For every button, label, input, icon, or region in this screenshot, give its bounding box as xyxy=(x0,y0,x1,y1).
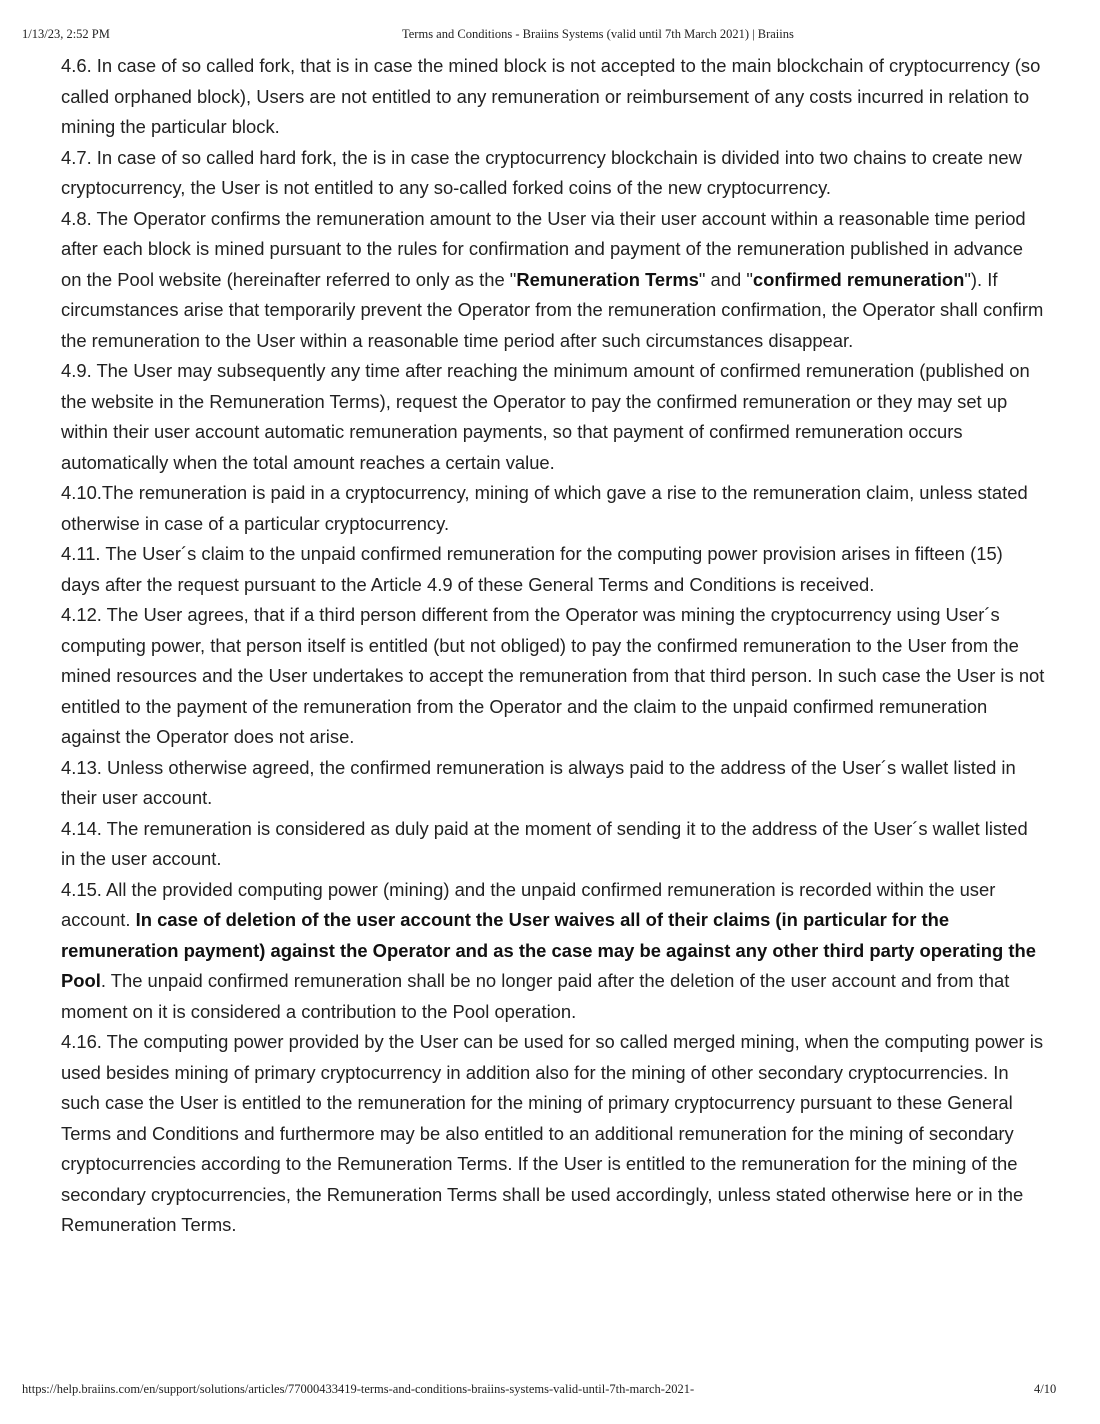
clause-4-8 xyxy=(61,204,1046,357)
clause-4-15 xyxy=(61,875,1046,1028)
page-title: Terms and Conditions - Braiins Systems (valid until 7th March 2021) | Braiins xyxy=(402,27,794,41)
clause-4-8-text-1: 4.8. The Operator confirms the remuneration amount to the User via their user account within a reasonable time period after each block is mined pursuant to the rules for confirmation and payment of the remuneration published in advance on the Pool website (hereinafter referred to only as the " xyxy=(61,207,1026,290)
account-deletion-waiver: In case of deletion of the user account the User waives all of their claims (in particular for the remuneration payment) against the Operator and as the case may be against any other third party operating the Pool xyxy=(61,909,1036,991)
remuneration-terms-term: Remuneration Terms xyxy=(516,268,699,290)
print-date: 1/13/23, 2:52 PM xyxy=(22,27,110,41)
clause-4-14: 4.14. The remuneration is considered as duly paid at the moment of sending it to the address of the User´s wallet listed in the user account. xyxy=(61,817,1028,869)
page-url: https://help.braiins.com/en/support/solutions/articles/77000433419-terms-and-conditions-braiins-systems-valid-until-7th-march-2021- xyxy=(22,1382,695,1396)
clause-4-11: 4.11. The User´s claim to the unpaid confirmed remuneration for the computing power provision arises in fifteen (15) days after the request pursuant to the Article 4.9 of these General Terms and Conditions is received. xyxy=(61,543,1003,595)
clause-4-16: 4.16. The computing power provided by the User can be used for so called merged mining, when the computing power is used besides mining of primary cryptocurrency in addition also for the mining of other secondary cryptocurrencies. In such case the User is entitled to the remuneration for the mining of primary cryptocurrency pursuant to these General Terms and Conditions and furthermore may be also entitled to an additional remuneration for the mining of secondary cryptocurrencies according to the Remuneration Terms. If the User is entitled to the remuneration for the mining of the secondary cryptocurrencies, the Remuneration Terms shall be used accordingly, unless stated otherwise here or in the Remuneration Terms. xyxy=(61,1031,1044,1235)
terms-content xyxy=(61,51,1046,1241)
clause-4-7: 4.7. In case of so called hard fork, the is in case the cryptocurrency blockchain is divided into two chains to create new cryptocurrency, the User is not entitled to any so-called forked coins of the new cryptocurrency. xyxy=(61,146,1022,198)
confirmed-remuneration-term: confirmed remuneration xyxy=(752,268,965,290)
clause-4-8-text-3: "). If circumstances arise that temporarily prevent the Operator from the remuneration confirmation, the Operator shall confirm the remuneration to the User within a reasonable time period after such circumstances disappear. xyxy=(61,268,1044,351)
clause-4-15-text-1: 4.15. All the provided computing power (mining) and the unpaid confirmed remuneration is recorded within the user account. xyxy=(61,878,996,930)
clause-4-15-text-2: . The unpaid confirmed remuneration shall be no longer paid after the deletion of the user account and from that moment on it is considered a contribution to the Pool operation. xyxy=(61,970,1010,1022)
clause-4-6: 4.6. In case of so called fork, that is in case the mined block is not accepted to the main blockchain of cryptocurrency (so called orphaned block), Users are not entitled to any remuneration or reimbursement of any costs incurred in relation to mining the particular block. xyxy=(61,55,1041,137)
page-number: 4/10 xyxy=(1034,1382,1057,1396)
clause-4-9: 4.9. The User may subsequently any time after reaching the minimum amount of confirmed remuneration (published on the website in the Remuneration Terms), request the Operator to pay the confirmed remuneration or they may set up within their user account automatic remuneration payments, so that payment of confirmed remuneration occurs automatically when the total amount reaches a certain value. xyxy=(61,360,1030,473)
clause-4-8-text-2: " and " xyxy=(698,268,753,290)
clause-4-13: 4.13. Unless otherwise agreed, the confirmed remuneration is always paid to the address of the User´s wallet listed in their user account. xyxy=(61,756,1016,808)
clause-4-10: 4.10.The remuneration is paid in a cryptocurrency, mining of which gave a rise to the remuneration claim, unless stated otherwise in case of a particular cryptocurrency. xyxy=(61,482,1028,534)
clause-4-12: 4.12. The User agrees, that if a third person different from the Operator was mining the cryptocurrency using User´s computing power, that person itself is entitled (but not obliged) to pay the confirmed remuneration to the User from the mined resources and the User undertakes to accept the remuneration from that third person. In such case the User is not entitled to the payment of the remuneration from the Operator and the claim to the unpaid confirmed remuneration against the Operator does not arise. xyxy=(61,604,1045,747)
